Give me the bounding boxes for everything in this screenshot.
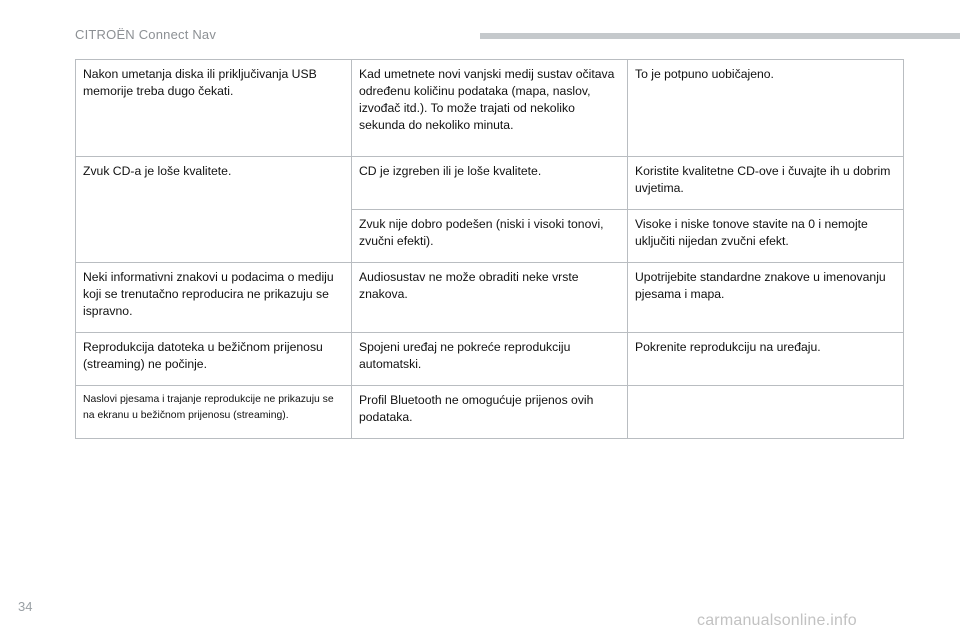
table-row	[76, 386, 904, 439]
solution-cell: Visoke i niske tonove stavite na 0 i nemojte uključiti nijedan zvučni efekt.	[628, 210, 904, 263]
watermark: carmanualsonline.info	[697, 612, 857, 629]
table-row	[76, 263, 904, 333]
table-row	[76, 60, 904, 157]
problem-cell: Zvuk CD-a je loše kvalitete.	[76, 157, 352, 263]
problem-cell: Naslovi pjesama i trajanje reprodukcije ne prikazuju se na ekranu u bežičnom prijenosu (streaming).	[76, 386, 352, 439]
solution-cell: To je potpuno uobičajeno.	[628, 60, 904, 157]
cause-cell: Audiosustav ne može obraditi neke vrste znakova.	[352, 263, 628, 333]
cause-cell: Spojeni uređaj ne pokreće reprodukciju automatski.	[352, 333, 628, 386]
header-bar	[480, 33, 960, 39]
cause-cell: CD je izgreben ili je loše kvalitete.	[352, 157, 628, 210]
troubleshooting-table	[75, 59, 904, 439]
problem-cell: Neki informativni znakovi u podacima o mediju koji se trenutačno reproducira ne prikazuju se ispravno.	[76, 263, 352, 333]
page-number: 34	[18, 599, 33, 614]
header-title: CITROËN Connect Nav	[75, 27, 217, 42]
solution-cell: Pokrenite reprodukciju na uređaju.	[628, 333, 904, 386]
solution-cell	[628, 386, 904, 439]
solution-cell: Koristite kvalitetne CD-ove i čuvajte ih u dobrim uvjetima.	[628, 157, 904, 210]
problem-cell: Reprodukcija datoteka u bežičnom prijenosu (streaming) ne počinje.	[76, 333, 352, 386]
cause-cell: Profil Bluetooth ne omogućuje prijenos ovih podataka.	[352, 386, 628, 439]
cause-cell: Zvuk nije dobro podešen (niski i visoki tonovi, zvučni efekti).	[352, 210, 628, 263]
table-row	[76, 157, 904, 210]
table-row	[76, 333, 904, 386]
solution-cell: Upotrijebite standardne znakove u imenovanju pjesama i mapa.	[628, 263, 904, 333]
problem-cell: Nakon umetanja diska ili priključivanja USB memorije treba dugo čekati.	[76, 60, 352, 157]
cause-cell: Kad umetnete novi vanjski medij sustav očitava određenu količinu podataka (mapa, naslov, izvođač itd.). To može trajati od nekoliko sekunda do nekoliko minuta.	[352, 60, 628, 157]
